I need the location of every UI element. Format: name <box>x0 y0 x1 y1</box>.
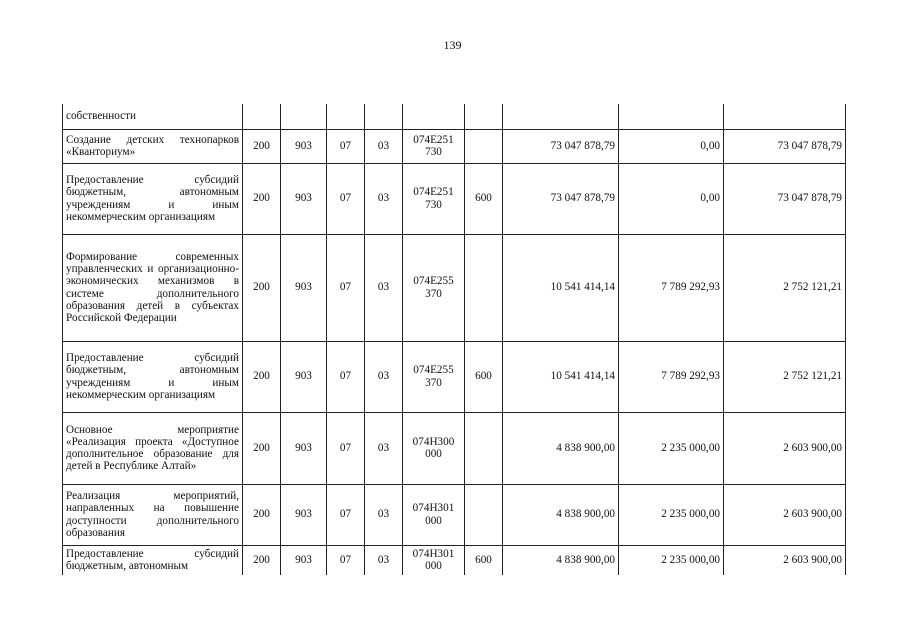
section-cell: 07 <box>327 163 365 234</box>
section-cell: 07 <box>327 545 365 575</box>
admin-code-cell: 200 <box>243 129 281 163</box>
row-name-cell: Реализация мероприятий, направленных на повышение доступности дополнительного образования <box>63 484 243 545</box>
admin-code-cell: 200 <box>243 412 281 484</box>
section-cell: 07 <box>327 412 365 484</box>
federal-amount-cell: 0,00 <box>619 129 724 163</box>
subsection-cell: 03 <box>365 412 403 484</box>
table-row <box>63 545 846 575</box>
target-code-cell: 074E251 730 <box>403 163 465 234</box>
ministry-code-cell: 903 <box>281 163 327 234</box>
federal-amount-cell <box>619 104 724 129</box>
ministry-code-cell <box>281 104 327 129</box>
total-amount-cell: 4 838 900,00 <box>503 545 619 575</box>
admin-code-cell: 200 <box>243 234 281 341</box>
ministry-code-cell: 903 <box>281 545 327 575</box>
ministry-code-cell: 903 <box>281 484 327 545</box>
admin-code-cell: 200 <box>243 163 281 234</box>
regional-amount-cell: 73 047 878,79 <box>724 163 846 234</box>
expense-type-cell <box>465 104 503 129</box>
target-code-cell: 074H301 000 <box>403 545 465 575</box>
federal-amount-cell: 7 789 292,93 <box>619 234 724 341</box>
regional-amount-cell: 73 047 878,79 <box>724 129 846 163</box>
regional-amount-cell: 2 752 121,21 <box>724 234 846 341</box>
total-amount-cell: 73 047 878,79 <box>503 129 619 163</box>
ministry-code-cell: 903 <box>281 341 327 412</box>
expense-type-cell: 600 <box>465 163 503 234</box>
subsection-cell: 03 <box>365 163 403 234</box>
row-name-cell: Формирование современных управленческих и организационно-экономических механизмов в системе дополнительного образования детей в субъектах Российской Федерации <box>63 234 243 341</box>
section-cell: 07 <box>327 234 365 341</box>
total-amount-cell: 10 541 414,14 <box>503 234 619 341</box>
total-amount-cell: 4 838 900,00 <box>503 484 619 545</box>
total-amount-cell: 73 047 878,79 <box>503 163 619 234</box>
expense-type-cell <box>465 129 503 163</box>
table-row <box>63 234 846 341</box>
row-name-cell: Предоставление субсидий бюджетным, автономным <box>63 545 243 575</box>
regional-amount-cell: 2 603 900,00 <box>724 412 846 484</box>
subsection-cell: 03 <box>365 234 403 341</box>
ministry-code-cell: 903 <box>281 412 327 484</box>
regional-amount-cell: 2 603 900,00 <box>724 545 846 575</box>
budget-table <box>62 104 846 575</box>
target-code-cell: 074H301 000 <box>403 484 465 545</box>
row-name-cell: Предоставление субсидий бюджетным, автономным учреждениям и иным некоммерческим организациям <box>63 341 243 412</box>
table-row <box>63 129 846 163</box>
row-name-cell: собственности <box>63 104 243 129</box>
federal-amount-cell: 2 235 000,00 <box>619 545 724 575</box>
row-name-cell: Создание детских технопарков «Кванториум» <box>63 129 243 163</box>
regional-amount-cell: 2 603 900,00 <box>724 484 846 545</box>
federal-amount-cell: 0,00 <box>619 163 724 234</box>
subsection-cell: 03 <box>365 129 403 163</box>
federal-amount-cell: 7 789 292,93 <box>619 341 724 412</box>
page-number: 139 <box>443 38 462 52</box>
target-code-cell: 074E255 370 <box>403 234 465 341</box>
admin-code-cell <box>243 104 281 129</box>
section-cell: 07 <box>327 341 365 412</box>
admin-code-cell: 200 <box>243 341 281 412</box>
table-row <box>63 163 846 234</box>
table-row <box>63 341 846 412</box>
total-amount-cell: 10 541 414,14 <box>503 341 619 412</box>
section-cell: 07 <box>327 129 365 163</box>
subsection-cell: 03 <box>365 545 403 575</box>
subsection-cell: 03 <box>365 484 403 545</box>
target-code-cell: 074E251 730 <box>403 129 465 163</box>
admin-code-cell: 200 <box>243 484 281 545</box>
regional-amount-cell: 2 752 121,21 <box>724 341 846 412</box>
subsection-cell <box>365 104 403 129</box>
table-row <box>63 104 846 129</box>
federal-amount-cell: 2 235 000,00 <box>619 484 724 545</box>
admin-code-cell: 200 <box>243 545 281 575</box>
target-code-cell: 074E255 370 <box>403 341 465 412</box>
expense-type-cell <box>465 412 503 484</box>
table-row <box>63 484 846 545</box>
row-name-cell: Основное мероприятие «Реализация проекта «Доступное дополнительное образование для детей в Республике Алтай» <box>63 412 243 484</box>
ministry-code-cell: 903 <box>281 234 327 341</box>
federal-amount-cell: 2 235 000,00 <box>619 412 724 484</box>
expense-type-cell <box>465 234 503 341</box>
target-code-cell <box>403 104 465 129</box>
section-cell <box>327 104 365 129</box>
expense-type-cell <box>465 484 503 545</box>
total-amount-cell: 4 838 900,00 <box>503 412 619 484</box>
section-cell: 07 <box>327 484 365 545</box>
table-row <box>63 412 846 484</box>
ministry-code-cell: 903 <box>281 129 327 163</box>
regional-amount-cell <box>724 104 846 129</box>
expense-type-cell: 600 <box>465 341 503 412</box>
target-code-cell: 074H300 000 <box>403 412 465 484</box>
subsection-cell: 03 <box>365 341 403 412</box>
total-amount-cell <box>503 104 619 129</box>
row-name-cell: Предоставление субсидий бюджетным, автономным учреждениям и иным некоммерческим организациям <box>63 163 243 234</box>
expense-type-cell: 600 <box>465 545 503 575</box>
